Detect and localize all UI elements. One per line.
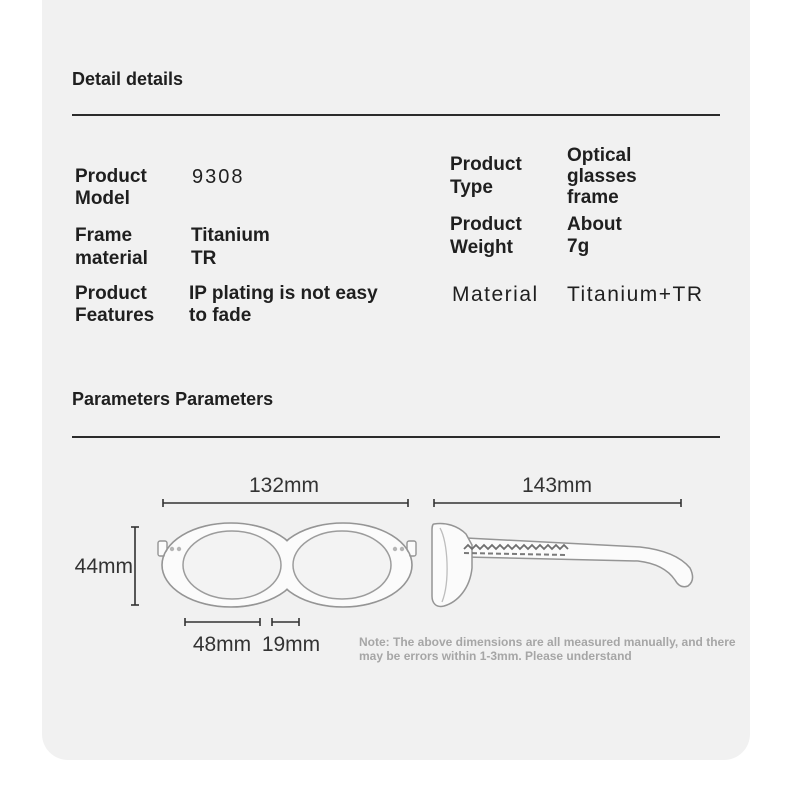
measurement-note: Note: The above dimensions are all measured manually, and there may be errors within 1-3mm. Please understand	[359, 635, 736, 663]
spec-value-product-features: IP plating is not easy to fade	[189, 283, 378, 326]
bridge-width-label: 19mm	[261, 633, 321, 656]
glasses-side-view-icon	[432, 523, 693, 606]
spec-value-product-type: Optical glasses frame	[567, 145, 637, 208]
spec-label-product-model: Product Model	[75, 166, 147, 209]
dimension-line-lens-width	[185, 618, 260, 626]
dimension-line-bridge-width	[272, 618, 299, 626]
frame-width-label: 132mm	[248, 474, 320, 497]
right-lens	[293, 531, 391, 599]
dimension-diagram	[60, 470, 720, 630]
dimension-line-temple-length	[434, 499, 681, 507]
spec-value-product-model: 9308	[192, 166, 245, 188]
left-lens	[183, 531, 281, 599]
spec-label-frame-material: Frame material	[75, 225, 148, 269]
frame-front-side	[432, 523, 472, 606]
spec-value-material: Titanium+TR	[567, 283, 704, 306]
right-rivet	[400, 547, 404, 551]
spec-label-product-type: Product Type	[450, 154, 522, 198]
lens-height-label: 44mm	[74, 555, 133, 578]
right-rivet	[393, 547, 397, 551]
dimension-line-frame-width	[163, 499, 408, 507]
glasses-front-view-icon	[158, 523, 416, 607]
spec-label-material: Material	[452, 283, 539, 306]
spec-value-frame-material: Titanium TR	[191, 225, 270, 269]
left-rivet	[170, 547, 174, 551]
lens-width-label: 48mm	[192, 633, 252, 656]
spec-label-product-features: Product Features	[75, 283, 155, 326]
parameters-divider	[72, 436, 720, 438]
spec-value-product-weight: About 7g	[567, 214, 622, 257]
left-rivet	[177, 547, 181, 551]
temple-length-label: 143mm	[521, 474, 593, 497]
spec-label-product-weight: Product Weight	[450, 214, 522, 258]
parameters-section-title: Parameters Parameters	[72, 389, 274, 409]
detail-section-title: Detail details	[72, 69, 184, 89]
detail-divider	[72, 114, 720, 116]
